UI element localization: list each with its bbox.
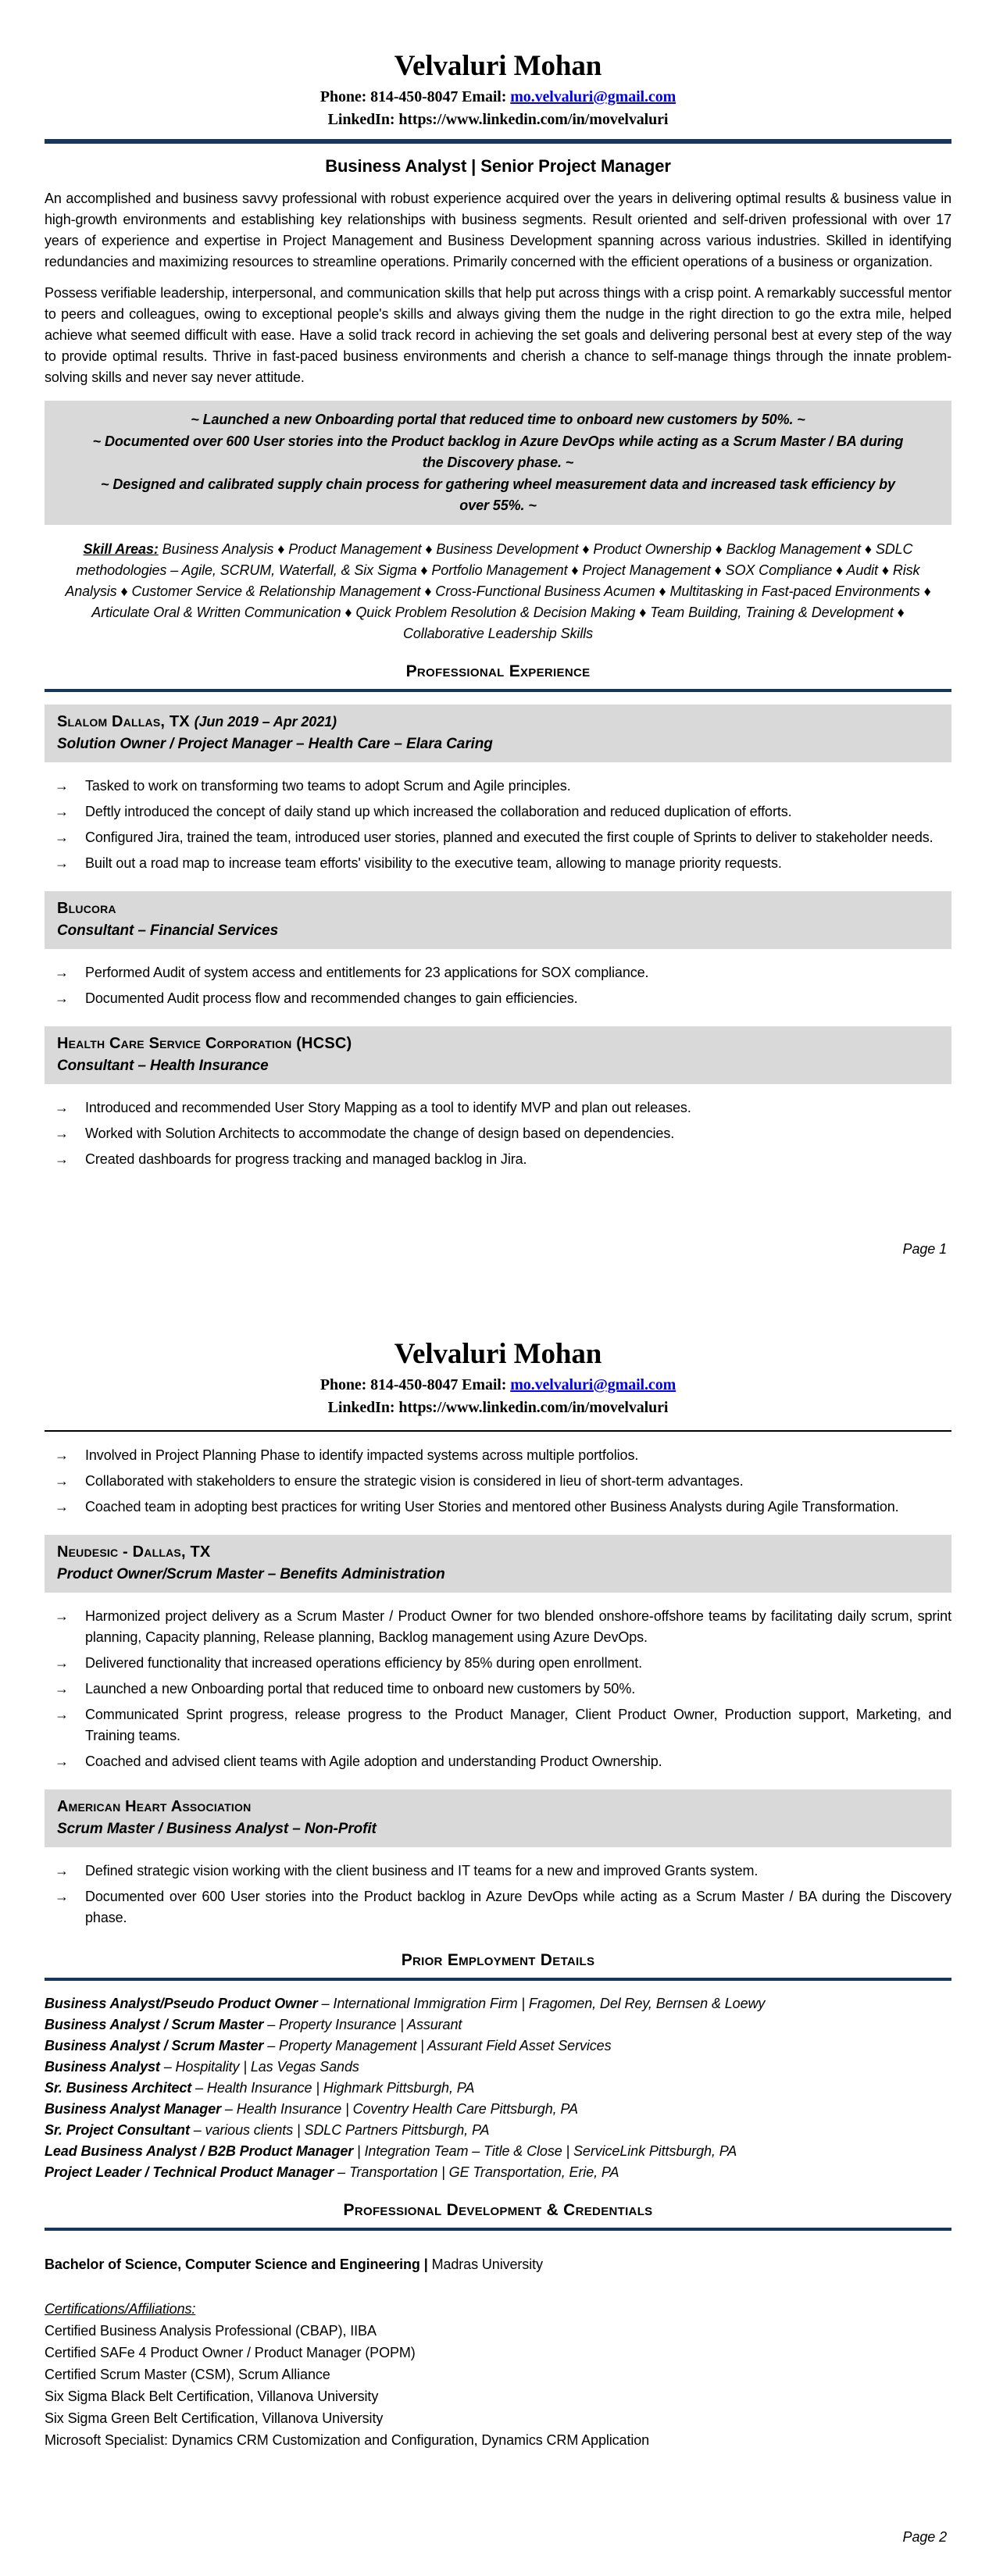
arrow-bullet-icon: →: [55, 1151, 69, 1167]
company-name: American Heart Association: [57, 1798, 252, 1815]
arrow-bullet-icon: →: [55, 1126, 69, 1141]
certification-item: Six Sigma Black Belt Certification, Villanova University: [45, 2389, 379, 2404]
highlights-box: [45, 401, 951, 525]
job-header-hcsc: [45, 1026, 951, 1084]
job-bullets-neudesic: [45, 1601, 951, 1777]
bullet-text: Created dashboards for progress tracking and managed backlog in Jira.: [85, 1151, 527, 1167]
continued-bullets: [45, 1440, 951, 1522]
bullet-item: [45, 1606, 951, 1648]
bullet-text: Defined strategic vision working with the client business and IT teams for a new and improved Grants system.: [85, 1863, 759, 1878]
bullet-item: [45, 1886, 951, 1928]
company-name: Slalom Dallas, TX: [57, 713, 195, 730]
contact-line: [45, 86, 951, 109]
bullet-text: Built out a road map to increase team efforts' visibility to the executive team, allowing to manage priority requests.: [85, 855, 782, 871]
bullet-item: [45, 1861, 951, 1882]
job-header-blucora: [45, 891, 951, 949]
arrow-bullet-icon: →: [55, 1863, 69, 1878]
arrow-bullet-icon: →: [55, 855, 69, 871]
bullet-text: Documented over 600 User stories into the Product backlog in Azure DevOps while acting as a Scrum Master / BA during the Discovery phase.: [85, 1889, 951, 1925]
bullet-text: Collaborated with stakeholders to ensure the strategic vision is considered in lieu of short-term advantages.: [85, 1473, 744, 1489]
degree-line: [45, 2254, 951, 2275]
arrow-bullet-icon: →: [55, 1100, 69, 1115]
section-heading-prior-employment: Prior Employment Details: [401, 1951, 595, 1969]
job-position: Scrum Master / Business Analyst – Non-Profit: [57, 1821, 377, 1837]
bullet-text: Tasked to work on transforming two teams to adopt Scrum and Agile principles.: [85, 778, 571, 794]
degree-university: Madras University: [427, 2257, 543, 2272]
bullet-text: Deftly introduced the concept of daily stand up which increased the collaboration and reduced duplication of efforts.: [85, 804, 792, 819]
bullet-text: Coached and advised client teams with Agile adoption and understanding Product Ownership.: [85, 1754, 662, 1769]
prior-employment-row: [45, 1993, 951, 2014]
prior-detail: – various clients | SDLC Partners Pittsburgh, PA: [189, 2122, 490, 2138]
certification-item: Six Sigma Green Belt Certification, Villanova University: [45, 2410, 384, 2426]
prior-detail: – Health Insurance | Highmark Pittsburgh, PA: [191, 2080, 475, 2096]
phone-email-text: Phone: 814-450-8047 Email:: [320, 1376, 511, 1393]
arrow-bullet-icon: →: [55, 778, 69, 794]
arrow-bullet-icon: →: [55, 1499, 69, 1515]
job-header-aha: [45, 1789, 951, 1847]
contact-line: [45, 1374, 951, 1397]
bullet-item: [45, 1149, 951, 1170]
header-divider-rule: [45, 139, 951, 144]
header-divider-rule-thin: [45, 1430, 951, 1432]
role-title: Business Analyst | Senior Project Manager: [325, 156, 671, 176]
arrow-bullet-icon: →: [55, 1608, 69, 1624]
arrow-bullet-icon: →: [55, 965, 69, 980]
job-position: Consultant – Financial Services: [57, 922, 279, 939]
bullet-item: [45, 1704, 951, 1746]
prior-role: Business Analyst / Scrum Master: [45, 2038, 264, 2053]
highlight-item: ~ Documented over 600 User stories into the Product backlog in Azure DevOps while acting as a Scrum Master / BA during the Discovery phase. ~: [92, 433, 904, 470]
phone-email-text: Phone: 814-450-8047 Email:: [320, 88, 511, 105]
prior-detail: | Integration Team – Title & Close | ServiceLink Pittsburgh, PA: [353, 2143, 737, 2159]
job-bullets-blucora: [45, 958, 951, 1014]
arrow-bullet-icon: →: [55, 1754, 69, 1769]
bullet-item: [45, 1097, 951, 1119]
prior-detail: – Health Insurance | Coventry Health Care Pittsburgh, PA: [221, 2101, 578, 2117]
arrow-bullet-icon: →: [55, 1889, 69, 1904]
arrow-bullet-icon: →: [55, 1681, 69, 1697]
prior-employment-row: [45, 2162, 951, 2183]
prior-role: Business Analyst/Pseudo Product Owner: [45, 1996, 318, 2011]
prior-employment-list: [45, 1993, 951, 2183]
bullet-item: [45, 801, 951, 822]
prior-role: Sr. Project Consultant: [45, 2122, 190, 2138]
job-position: Solution Owner / Project Manager – Health Care – Elara Caring: [57, 736, 493, 752]
certifications-heading: Certifications/Affiliations:: [45, 2301, 196, 2317]
degree-title: Bachelor of Science, Computer Science and Engineering |: [45, 2257, 428, 2272]
bullet-text: Configured Jira, trained the team, introduced user stories, planned and executed the first couple of Sprints to deliver to stakeholder needs.: [85, 830, 934, 845]
arrow-bullet-icon: →: [55, 990, 69, 1006]
email-link[interactable]: mo.velvaluri@gmail.com: [510, 88, 676, 105]
bullet-text: Delivered functionality that increased operations efficiency by 85% during open enrollment.: [85, 1655, 642, 1671]
section-heading-professional-experience: Professional Experience: [405, 662, 591, 680]
arrow-bullet-icon: →: [55, 1655, 69, 1671]
bullet-text: Involved in Project Planning Phase to identify impacted systems across multiple portfolios.: [85, 1447, 639, 1463]
bullet-item: [45, 1497, 951, 1518]
arrow-bullet-icon: →: [55, 1707, 69, 1722]
prior-role: Business Analyst Manager: [45, 2101, 222, 2117]
bullet-text: Communicated Sprint progress, release progress to the Product Manager, Client Product Owner, Production support, Marketing, and Training teams.: [85, 1707, 951, 1743]
page-footer: Page 1: [902, 1241, 947, 1257]
certification-item: Microsoft Specialist: Dynamics CRM Customization and Configuration, Dynamics CRM Application: [45, 2432, 650, 2448]
prior-detail: – Hospitality | Las Vegas Sands: [159, 2059, 359, 2075]
bullet-text: Coached team in adopting best practices for writing User Stories and mentored other Business Analysts during Agile Transformation.: [85, 1499, 899, 1515]
person-name: Velvaluri Mohan: [394, 1338, 602, 1370]
skill-areas: [45, 539, 951, 644]
page-footer: Page 2: [902, 2529, 947, 2545]
job-bullets-aha: [45, 1856, 951, 1933]
page2-header: [45, 1338, 951, 1432]
prior-employment-row: [45, 2078, 951, 2099]
bullet-item: [45, 1471, 951, 1492]
bullet-item: [45, 962, 951, 983]
arrow-bullet-icon: →: [55, 804, 69, 819]
person-name: Velvaluri Mohan: [394, 50, 602, 82]
prior-employment-row: [45, 2120, 951, 2141]
bullet-item: [45, 853, 951, 874]
bullet-item: [45, 1751, 951, 1772]
resume-page-2: [0, 1288, 996, 2576]
prior-detail: – Transportation | GE Transportation, Erie, PA: [334, 2164, 619, 2180]
linkedin-line: LinkedIn: https://www.linkedin.com/in/movelvaluri: [327, 111, 669, 128]
prior-role: Business Analyst / Scrum Master: [45, 2017, 264, 2032]
job-bullets-hcsc: [45, 1093, 951, 1175]
section-rule: [45, 2228, 951, 2231]
bullet-item: [45, 776, 951, 797]
bullet-text: Performed Audit of system access and entitlements for 23 applications for SOX compliance.: [85, 965, 649, 980]
bullet-text: Launched a new Onboarding portal that reduced time to onboard new customers by 50%.: [85, 1681, 636, 1697]
highlight-item: ~ Designed and calibrated supply chain process for gathering wheel measurement data and increased task efficiency by over 55%. ~: [101, 476, 895, 513]
company-name: Health Care Service Corporation (HCSC): [57, 1035, 352, 1052]
job-bullets-slalom: [45, 771, 951, 879]
bullet-item: [45, 1445, 951, 1466]
bullet-item: [45, 988, 951, 1009]
bullet-text: Introduced and recommended User Story Mapping as a tool to identify MVP and plan out releases.: [85, 1100, 691, 1115]
arrow-bullet-icon: →: [55, 830, 69, 845]
skill-areas-text: Business Analysis ♦ Product Management ♦ Business Development ♦ Product Ownership ♦ Backlog Management ♦ SDLC methodologies – Agile, SCRUM, Waterfall, & Six Sigma ♦ Portfolio Management ♦ Project Management ♦ SOX Compliance ♦ Audit ♦ Risk Analysis ♦ Customer Service & Relationship Management ♦ Cross-Functional Business Acumen ♦ Multitasking in Fast-paced Environments ♦ Articulate Oral & Written Communication ♦ Quick Problem Resolution & Decision Making ♦ Team Building, Training & Development ♦ Collaborative Leadership Skills: [65, 541, 931, 641]
prior-role: Project Leader / Technical Product Manager: [45, 2164, 334, 2180]
section-heading-professional-development: Professional Development & Credentials: [343, 2201, 653, 2219]
prior-employment-row: [45, 2099, 951, 2120]
bullet-item: [45, 1679, 951, 1700]
arrow-bullet-icon: →: [55, 1473, 69, 1489]
email-link[interactable]: mo.velvaluri@gmail.com: [510, 1376, 676, 1393]
prior-employment-row: [45, 2014, 951, 2035]
highlight-item: ~ Launched a new Onboarding portal that reduced time to onboard new customers by 50%. ~: [191, 412, 805, 427]
certification-item: Certified SAFe 4 Product Owner / Product Manager (POPM): [45, 2345, 416, 2360]
prior-detail: – Property Insurance | Assurant: [263, 2017, 462, 2032]
summary-paragraph: Possess verifiable leadership, interpersonal, and communication skills that help put across things with a crisp point. A remarkably successful mentor to peers and colleagues, owing to exceptional people's skills and always giving them the nudge in the right direction to go the extra mile, helped achieve what seemed difficult with ease. Have a solid track record in achieving the set goals and delivering personal best at every step of the way to provide optimal results. Thrive in fast-paced business environments and cherish a chance to self-manage things through the innate problem-solving skills and never say never attitude.: [45, 285, 951, 385]
certification-item: Certified Scrum Master (CSM), Scrum Alliance: [45, 2367, 330, 2382]
certification-item: Certified Business Analysis Professional (CBAP), IIBA: [45, 2323, 377, 2339]
job-header-slalom: [45, 705, 951, 762]
bullet-text: Worked with Solution Architects to accommodate the change of design based on dependencies.: [85, 1126, 675, 1141]
job-position: Consultant – Health Insurance: [57, 1058, 269, 1074]
skill-areas-label: Skill Areas:: [83, 541, 159, 557]
prior-employment-row: [45, 2141, 951, 2162]
bullet-text: Harmonized project delivery as a Scrum Master / Product Owner for two blended onshore-offshore teams by facilitating daily scrum, sprint planning, Capacity planning, Release planning, Backlog management using Azure DevOps.: [85, 1608, 951, 1645]
company-name: Neudesic - Dallas, TX: [57, 1543, 211, 1561]
prior-detail: – International Immigration Firm | Fragomen, Del Rey, Bernsen & Loewy: [317, 1996, 766, 2011]
summary-paragraph: An accomplished and business savvy professional with robust experience acquired over the years in delivering optimal results & business value in high-growth environments and establishing key relationships with business segments. Result oriented and self-driven professional with over 17 years of experience and expertise in Project Management and Business Development spanning across various industries. Skilled in identifying redundancies and maximizing resources to streamline operations. Primarily concerned with the efficient operations of a business or organization.: [45, 191, 951, 269]
bullet-item: [45, 1653, 951, 1674]
bullet-item: [45, 1123, 951, 1144]
prior-role: Business Analyst: [45, 2059, 160, 2075]
job-dates: (Jun 2019 – Apr 2021): [194, 714, 337, 730]
prior-detail: – Property Management | Assurant Field Asset Services: [263, 2038, 612, 2053]
company-name: Blucora: [57, 900, 116, 917]
job-position: Product Owner/Scrum Master – Benefits Administration: [57, 1566, 445, 1582]
arrow-bullet-icon: →: [55, 1447, 69, 1463]
prior-role: Lead Business Analyst / B2B Product Manager: [45, 2143, 354, 2159]
section-rule: [45, 689, 951, 692]
bullet-item: [45, 827, 951, 848]
certifications-list: [45, 2320, 951, 2451]
prior-employment-row: [45, 2057, 951, 2078]
prior-role: Sr. Business Architect: [45, 2080, 192, 2096]
section-rule: [45, 1978, 951, 1981]
page1-header: [45, 50, 951, 144]
prior-employment-row: [45, 2035, 951, 2057]
linkedin-line: LinkedIn: https://www.linkedin.com/in/movelvaluri: [327, 1399, 669, 1416]
bullet-text: Documented Audit process flow and recommended changes to gain efficiencies.: [85, 990, 578, 1006]
job-header-neudesic: [45, 1535, 951, 1593]
